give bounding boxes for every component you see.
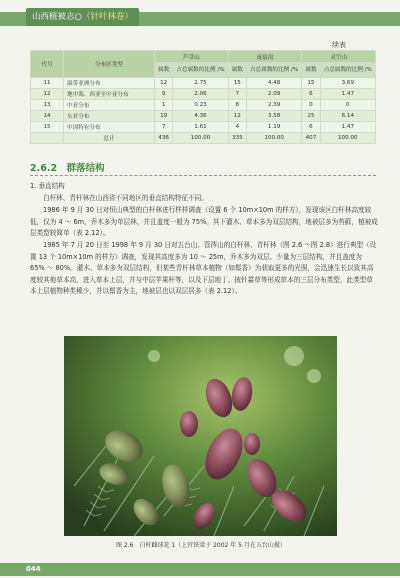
- cell-count: 6: [302, 89, 320, 100]
- footer-bar: [0, 563, 400, 576]
- cell-type: 中国特有分布: [64, 122, 155, 133]
- ratio-subheader: 占总属数的比例 /%: [173, 63, 228, 78]
- cell-ratio: 100.00: [320, 133, 375, 144]
- cell-ratio: 2.75: [173, 78, 228, 89]
- cell-count: 15: [228, 78, 246, 89]
- cell-count: 407: [302, 133, 320, 144]
- cell-ratio: 0: [320, 100, 375, 111]
- cell-ratio: 1.47: [320, 122, 375, 133]
- cell-ratio: 6.14: [320, 111, 375, 122]
- cell-ratio: 2.09: [246, 89, 301, 100]
- count-subheader: 属数: [302, 63, 320, 78]
- cell-type: 总计: [64, 133, 155, 144]
- ratio-subheader: 占总属数的比例 /%: [320, 63, 375, 78]
- cell-count: 335: [228, 133, 246, 144]
- table-row-total: [31, 133, 376, 144]
- cell-count: 436: [155, 133, 173, 144]
- header-separator: ○: [74, 12, 82, 22]
- cell-count: 4: [228, 122, 246, 133]
- cell-ratio: 2.39: [246, 100, 301, 111]
- cell-count: 0: [302, 100, 320, 111]
- col-index-header: 代号: [31, 51, 64, 78]
- cell-id: [31, 133, 64, 144]
- cell-id: 11: [31, 78, 64, 89]
- cell-type: 温带亚洲分布: [64, 78, 155, 89]
- running-header: [0, 0, 400, 26]
- section-heading: [30, 160, 105, 174]
- cell-count: 7: [228, 89, 246, 100]
- cell-type: 中亚分布: [64, 100, 155, 111]
- table-row: [31, 89, 376, 100]
- count-subheader: 属数: [155, 63, 173, 78]
- cell-ratio: 3.58: [246, 111, 301, 122]
- cell-count: 19: [155, 111, 173, 122]
- cell-count: 7: [155, 122, 173, 133]
- spruce-cones-photo: [64, 336, 337, 536]
- count-subheader: 属数: [228, 63, 246, 78]
- table-row: [31, 78, 376, 89]
- volume-title: （针叶林卷）: [81, 12, 133, 22]
- table-continued-label: 续表: [332, 41, 346, 49]
- cell-id: 15: [31, 122, 64, 133]
- distribution-table: [30, 50, 376, 144]
- cell-id: 14: [31, 111, 64, 122]
- header-tab: [26, 8, 139, 26]
- cell-ratio: 1.19: [246, 122, 301, 133]
- cell-count: 15: [302, 78, 320, 89]
- cell-ratio: 3.69: [320, 78, 375, 89]
- cell-id: 12: [31, 89, 64, 100]
- cell-count: 1: [155, 100, 173, 111]
- cell-count: 9: [155, 89, 173, 100]
- cell-count: 12: [228, 111, 246, 122]
- paragraph: 1985 年 7 月 20 日至 1998 年 9 月 30 日对五台山、管涔山的白杆林、青杆林（图 2.6 ～图 2.8）进行典型（设置 13 个 10m×10m 的样方）调查，发现其高度多为 10 ～ 25m，乔木多为双层、少量为三层结构，并且盖度为 65% ～ 80%。灌木、草本多为双层结构，但某些青杆林草本植物（如鬃香）为获取更多的光照，会迅速生长以致其高度较其他草本高，进入草本上层，并与中层苹果杆等，以及下层地丁、披针薹草等形成草本的三层分布类型，此类型草本上层植物种类稀少，并以鬃香为主，地被层也以双层居多（表 2.12）。: [30, 241, 377, 295]
- table-row: [31, 111, 376, 122]
- cell-count: 6: [302, 122, 320, 133]
- cell-ratio: 4.36: [173, 111, 228, 122]
- cell-ratio: 100.00: [173, 133, 228, 144]
- ratio-subheader: 占总属数的比例 /%: [246, 63, 301, 78]
- cell-ratio: 1.47: [320, 89, 375, 100]
- cell-count: 12: [155, 78, 173, 89]
- cell-id: 13: [31, 100, 64, 111]
- cell-type: 东亚分布: [64, 111, 155, 122]
- region-header: 庞泉沟: [228, 51, 302, 63]
- table-row: [31, 122, 376, 133]
- section-divider: [30, 175, 376, 176]
- region-header: 芦芽山: [155, 51, 229, 63]
- page-number: 044: [26, 565, 41, 573]
- section-number: 2.6.2: [30, 163, 58, 174]
- cell-ratio: 0.23: [173, 100, 228, 111]
- paragraph: 白杆林、青杆林在山西省不同地区的垂直结构特征不同。: [43, 194, 208, 202]
- cell-ratio: 4.48: [246, 78, 301, 89]
- section-title: 群落结构: [66, 163, 105, 174]
- region-header: 灵空山: [302, 51, 376, 63]
- figure-caption: 图 2.6 白杆雌球花 1（上官铁梁于 2002 年 5 月在五台山摄）: [116, 542, 286, 549]
- col-type-header: 分布区类型: [64, 51, 155, 78]
- cell-count: 8: [228, 100, 246, 111]
- book-title: 山西植被志: [32, 12, 75, 22]
- cell-ratio: 2.06: [173, 89, 228, 100]
- paragraph: 1986 年 9 月 30 日对恒山典型的白杆林进行样样调查（设置 6 个 10m×10m 的样方），发现该区白杆林高度较低，仅为 4 ～ 6m，乔木多为单层林，并且盖度一般为 75%。其下灌木、草本多为双层结构，地被层多为苔藓，植被成层类型较简单（表 2.12）。: [30, 206, 378, 237]
- cell-count: 25: [302, 111, 320, 122]
- cell-ratio: 1.61: [173, 122, 228, 133]
- photo-illustration: [64, 336, 337, 536]
- subheading: 1. 垂直结构: [30, 182, 65, 190]
- cell-ratio: 100.00: [246, 133, 301, 144]
- cell-type: 地中海、西亚至中亚分布: [64, 89, 155, 100]
- table-row: [31, 100, 376, 111]
